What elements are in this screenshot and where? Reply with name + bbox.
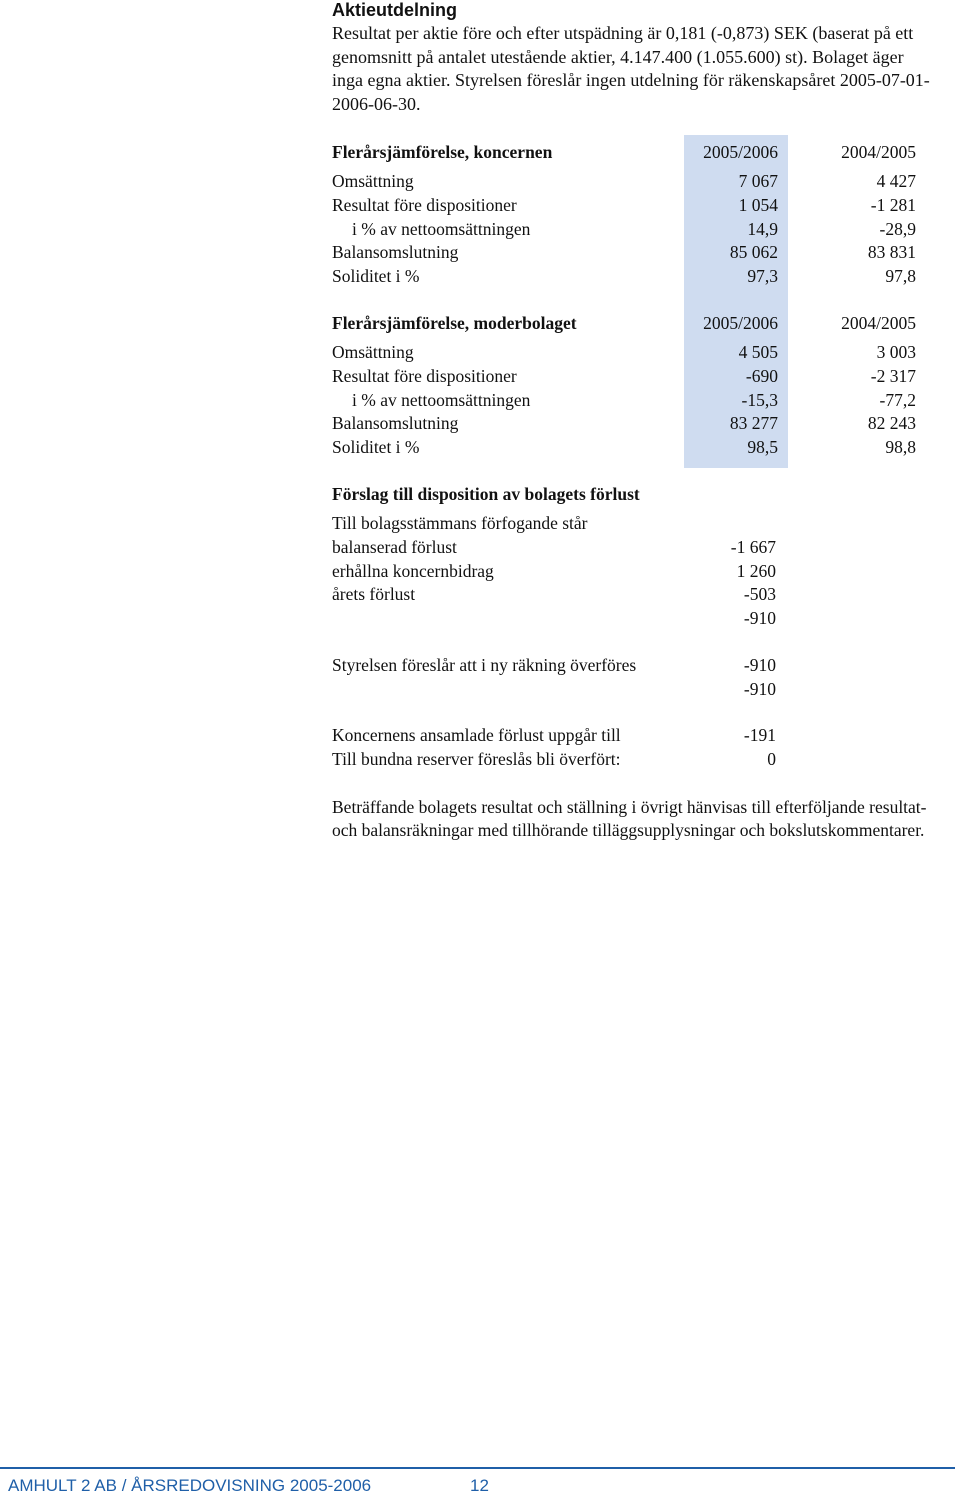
koncernen-row-value-2006: 1 054 — [738, 195, 778, 215]
koncernen-row-value-2005: -1 281 — [870, 195, 916, 215]
koncernen-row-value-2006: 97,3 — [747, 266, 778, 286]
koncernen-col1-header: 2005/2006 — [703, 142, 778, 162]
koncernen-row-label: Omsättning — [332, 171, 414, 191]
footer-rule — [0, 1467, 955, 1469]
koncernen-title: Flerårsjämförelse, koncernen — [332, 142, 553, 162]
forslag-title: Förslag till disposition av bolagets förlust — [332, 484, 640, 504]
styrelsen-total: -910 — [743, 679, 776, 699]
koncernen-row-label: Balansomslutning — [332, 242, 459, 262]
koncernen-row-value-2006: 85 062 — [729, 242, 778, 262]
koncernen-row-value-2005: 97,8 — [885, 266, 916, 286]
moderbolaget-col2-header: 2004/2005 — [841, 313, 916, 333]
koncernen-row-value-2005: -28,9 — [879, 219, 916, 239]
forslag-row-label: årets förlust — [332, 584, 416, 604]
moderbolaget-row-value-2005: 3 003 — [876, 342, 916, 362]
koncernen-row-value-2006: 7 067 — [738, 171, 778, 191]
moderbolaget-title: Flerårsjämförelse, moderbolaget — [332, 313, 577, 333]
koncernens-label: Koncernens ansamlade förlust uppgår till — [332, 725, 621, 745]
aktieutdelning-line-3: inga egna aktier. Styrelsen föreslår ingen utdelning för räkenskapsåret 2005-07-01- — [332, 70, 930, 90]
styrelsen-value: -910 — [743, 655, 776, 675]
moderbolaget-row-value-2006: 98,5 — [747, 437, 778, 457]
page-number: 12 — [470, 1476, 489, 1495]
bundna-reserver-value: 0 — [767, 749, 776, 769]
koncernens-value: -191 — [743, 725, 776, 745]
moderbolaget-row-value-2005: -2 317 — [870, 366, 916, 386]
footer-title: AMHULT 2 AB / ÅRSREDOVISNING 2005-2006 — [8, 1476, 372, 1495]
forslag-row-label: balanserad förlust — [332, 537, 457, 557]
moderbolaget-row-label: Balansomslutning — [332, 413, 459, 433]
moderbolaget-row-label: Omsättning — [332, 342, 414, 362]
koncernen-row-value-2005: 4 427 — [876, 171, 916, 191]
aktieutdelning-line-4: 2006-06-30. — [332, 94, 421, 114]
bundna-reserver-label: Till bundna reserver föreslås bli överfört: — [332, 749, 621, 769]
moderbolaget-row-value-2006: -15,3 — [741, 390, 778, 410]
styrelsen-label: Styrelsen föreslår att i ny räkning överföres — [332, 655, 637, 675]
moderbolaget-row-value-2005: -77,2 — [879, 390, 916, 410]
forslag-row-value: 1 260 — [736, 561, 776, 581]
koncernen-row-label: i % av nettoomsättningen — [352, 219, 531, 239]
aktieutdelning-line-1: Resultat per aktie före och efter utspädning är 0,181 (-0,873) SEK (baserat på ett — [332, 23, 914, 43]
forslag-row-value: -503 — [743, 584, 776, 604]
forslag-row-value: -1 667 — [730, 537, 776, 557]
forslag-row-label: erhållna koncernbidrag — [332, 561, 494, 581]
aktieutdelning-heading: Aktieutdelning — [332, 0, 457, 20]
moderbolaget-row-value-2005: 98,8 — [885, 437, 916, 457]
koncernen-row-value-2006: 14,9 — [747, 219, 778, 239]
moderbolaget-row-label: i % av nettoomsättningen — [352, 390, 531, 410]
aktieutdelning-line-2: genomsnitt på antalet utestående aktier, 4.147.400 (1.055.600) st). Bolaget äger — [332, 47, 904, 67]
koncernen-row-label: Soliditet i % — [332, 266, 420, 286]
closing-line-1: Beträffande bolagets resultat och ställning i övrigt hänvisas till efterföljande resultat- — [332, 797, 927, 817]
moderbolaget-row-label: Resultat före dispositioner — [332, 366, 517, 386]
koncernen-row-label: Resultat före dispositioner — [332, 195, 517, 215]
koncernen-col2-header: 2004/2005 — [841, 142, 916, 162]
closing-line-2: och balansräkningar med tillhörande tilläggsupplysningar och bokslutskommentarer. — [332, 820, 925, 840]
koncernen-row-value-2005: 83 831 — [867, 242, 916, 262]
moderbolaget-row-value-2005: 82 243 — [867, 413, 916, 433]
forslag-intro: Till bolagsstämmans förfogande står — [332, 513, 588, 533]
moderbolaget-row-value-2006: 4 505 — [738, 342, 778, 362]
moderbolaget-col1-header: 2005/2006 — [703, 313, 778, 333]
moderbolaget-row-value-2006: -690 — [745, 366, 778, 386]
forslag-total: -910 — [743, 608, 776, 628]
moderbolaget-row-label: Soliditet i % — [332, 437, 420, 457]
moderbolaget-row-value-2006: 83 277 — [729, 413, 778, 433]
